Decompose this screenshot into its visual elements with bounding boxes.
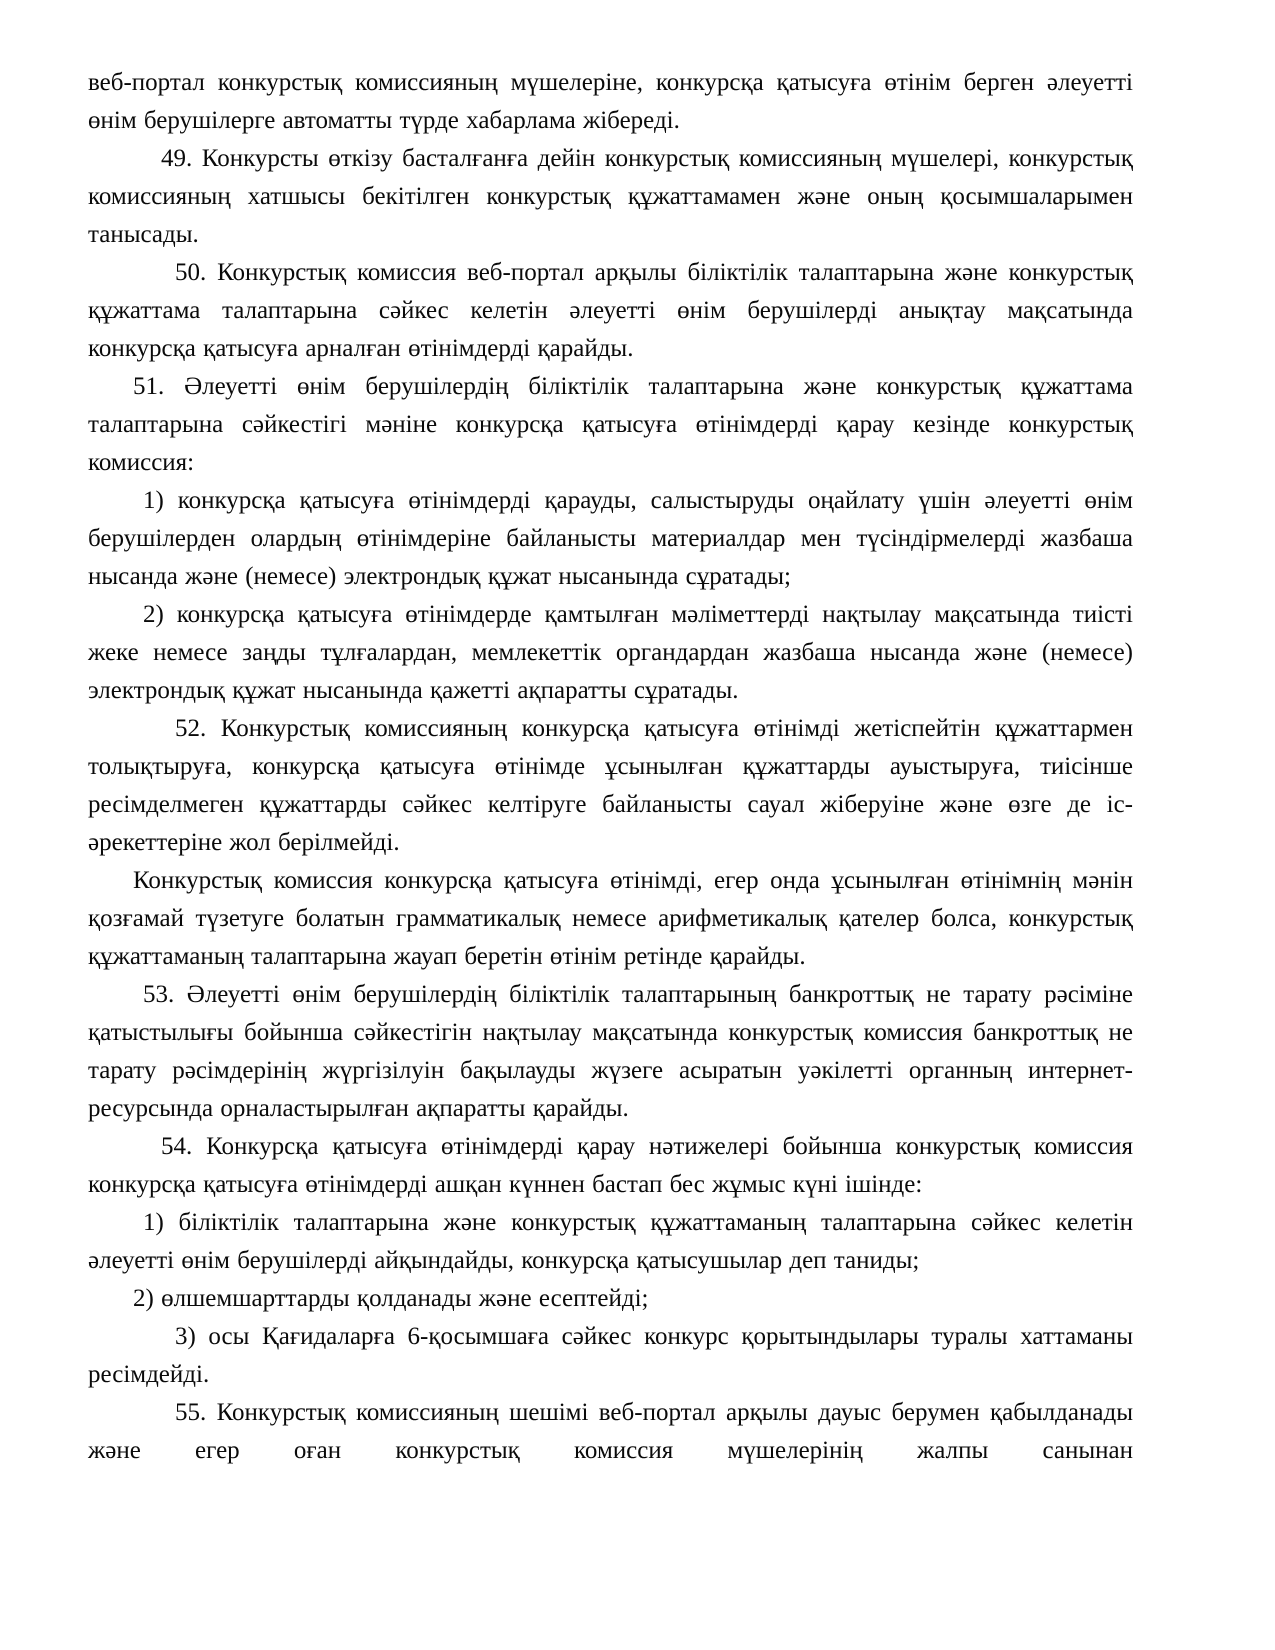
paragraph-subitem-2b: 2) өлшемшарттарды қолданады және есептейді; — [133, 1285, 649, 1312]
paragraph-subitem-1b: 1) біліктілік талаптарына және конкурстық құжаттаманың талаптарына сәйкес келетін әлеуетті өнім берушілерді айқындайды, конкурсқа қатысушылар деп таниды; — [88, 1209, 1133, 1274]
paragraph-item-49: 49. Конкурсты өткізу басталғанға дейін конкурстық комиссияның мүшелері, конкурстық комиссияның хатшысы бекітілген конкурстық құжаттамамен және оның қосымшаларымен танысады. — [88, 145, 1133, 248]
paragraph-subitem-3b: 3) осы Қағидаларға 6-қосымшаға сәйкес конкурс қорытындылары туралы хаттаманы ресімдейді. — [88, 1323, 1133, 1388]
paragraph-item-52: 52. Конкурстық комиссияның конкурсқа қатысуға өтінімді жетіспейтін құжаттармен толықтыруға, конкурсқа қатысуға өтінімде ұсынылған құжаттарды ауыстыруға, тиісінше ресімделмеген құжаттарды сәйкес келтіруге байланысты сауал жіберуіне және өзге де іс-әрекеттеріне жол берілмейді. — [88, 715, 1133, 856]
paragraph-item-53: 53. Әлеуетті өнім берушілердің біліктілік талаптарының банкроттық не тарату рәсіміне қатыстылығы бойынша сәйкестігін нақтылау мақсатында конкурстық комиссия банкроттық не тарату рәсімдерінің жүргізілуін бақылауды жүзеге асыратын уәкілетті органның интернет-ресурсында орналастырылған ақпаратты қарайды. — [88, 981, 1133, 1122]
paragraph-continuation: веб-портал конкурстық комиссияның мүшелеріне, конкурсқа қатысуға өтінім берген әлеуетті өнім берушілерге автоматты түрде хабарлама жібереді. — [88, 69, 1133, 134]
paragraph-item-54: 54. Конкурсқа қатысуға өтінімдерді қарау нәтижелері бойынша конкурстық комиссия конкурсқа қатысуға өтінімдерді ашқан күннен бастап бес жұмыс күні ішінде: — [88, 1133, 1133, 1198]
paragraph-item-51: 51. Әлеуетті өнім берушілердің біліктілік талаптарына және конкурстық құжаттама талаптарына сәйкестігі мәніне конкурсқа қатысуға өтінімдерді қарау кезінде конкурстық комиссия: — [88, 373, 1133, 476]
paragraph-item-55: 55. Конкурстық комиссияның шешімі веб-портал арқылы дауыс берумен қабылданады және егер оған конкурстық комиссия мүшелерінің жалпы санынан — [88, 1399, 1133, 1464]
paragraph-subitem-1: 1) конкурсқа қатысуға өтінімдерді қарауды, салыстыруды оңайлату үшін әлеуетті өнім берушілерден олардың өтінімдеріне байланысты материалдар мен түсіндірмелерді жазбаша нысанда және (немесе) электрондық құжат нысанында сұратады; — [88, 487, 1133, 590]
paragraph-subitem-2: 2) конкурсқа қатысуға өтінімдерде қамтылған мәліметтерді нақтылау мақсатында тиісті жеке немесе заңды тұлғалардан, мемлекеттік органдардан жазбаша нысанда және (немесе) электрондық құжат нысанында қажетті ақпаратты сұратады. — [88, 601, 1133, 704]
paragraph-item-52-note: Конкурстық комиссия конкурсқа қатысуға өтінімді, егер онда ұсынылған өтінімнің мәнін қозғамай түзетуге болатын грамматикалық немесе арифметикалық қателер болса, конкурстық құжаттаманың талаптарына жауап беретін өтінім ретінде қарайды. — [88, 867, 1133, 970]
paragraph-item-50: 50. Конкурстық комиссия веб-портал арқылы біліктілік талаптарына және конкурстық құжаттама талаптарына сәйкес келетін әлеуетті өнім берушілерді анықтау мақсатында конкурсқа қатысуға арналған өтінімдерді қарайды. — [88, 259, 1133, 362]
